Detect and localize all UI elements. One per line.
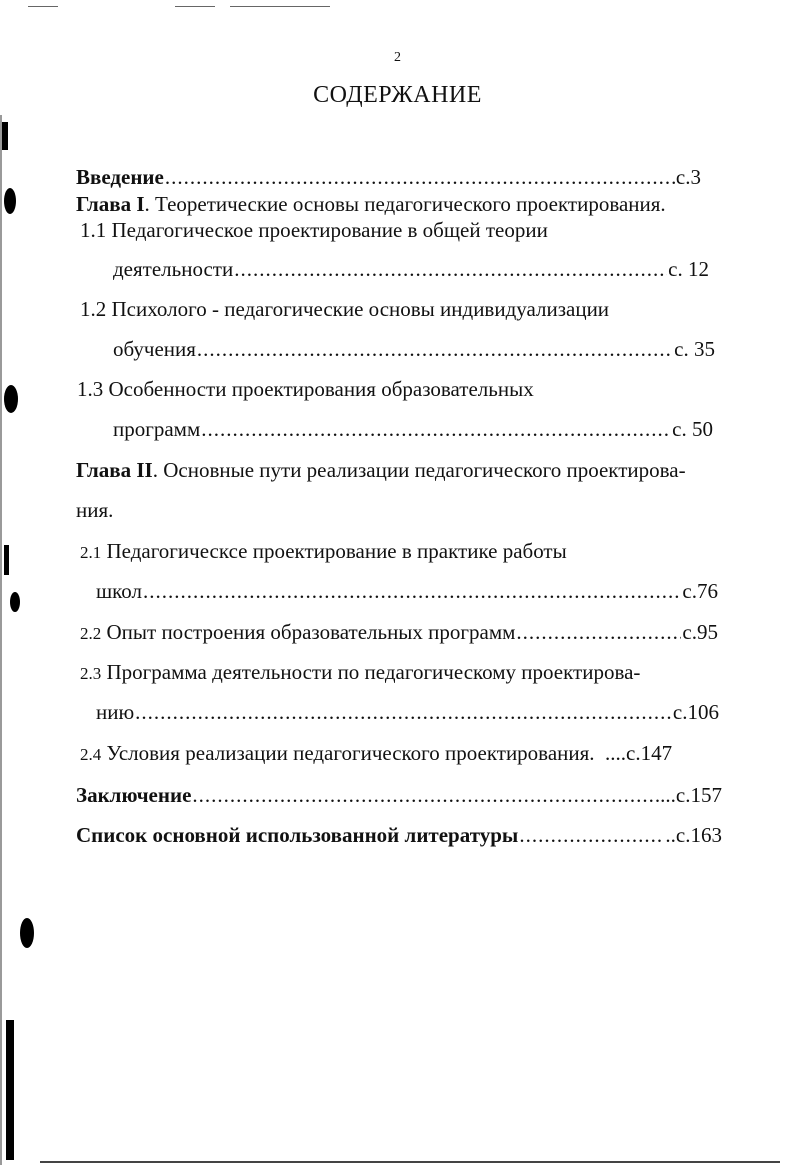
chapter-label: Глава II [76, 458, 153, 482]
section-number: 2.1 [80, 543, 102, 562]
toc-entry-label: Заключение [76, 783, 192, 807]
section-title-cont: нию [96, 700, 135, 724]
hole-punch-mark [4, 188, 16, 214]
toc-section-2-4 [80, 740, 672, 768]
toc-section-1-1-cont [113, 256, 709, 282]
scan-mark [2, 122, 8, 150]
toc-section-2-1-cont [96, 578, 718, 604]
hole-punch-mark [20, 918, 34, 948]
toc-entry-page: с. 50 [672, 417, 713, 441]
scan-edge-top-1 [28, 6, 58, 7]
scan-margin-strip [0, 115, 2, 1165]
toc-section-1-3-cont [113, 416, 713, 442]
section-title: Педагогическсе проектирование в практике работы [106, 539, 567, 563]
section-number: 1.2 [80, 297, 107, 321]
section-title-cont: обучения [113, 337, 196, 361]
toc-chapter-2 [76, 457, 686, 483]
section-number: 1.1 [80, 218, 107, 242]
chapter-title: . Основные пути реализации педагогического проектирова- [152, 458, 686, 482]
section-number: 2.3 [80, 664, 102, 683]
leader-dots [197, 336, 673, 362]
hole-punch-mark [10, 592, 20, 612]
section-number: 2.2 [80, 624, 102, 643]
leader-dots [201, 416, 671, 442]
toc-entry-page: с. 12 [668, 257, 709, 281]
hole-punch-mark [4, 385, 18, 413]
scan-mark [6, 1020, 14, 1160]
scan-edge-top-3 [230, 6, 330, 7]
toc-entry-page: с.95 [682, 620, 718, 644]
scan-edge-bottom [40, 1161, 780, 1163]
toc-chapter-1 [76, 191, 666, 217]
leader-dots [143, 578, 681, 604]
scan-mark [4, 545, 9, 575]
toc-entry-page: ....с.147 [605, 741, 673, 765]
section-title: Педагогическое проектирование в общей теории [111, 218, 548, 242]
leader-dots [192, 782, 659, 808]
toc-entry-label: Список основной использованной литературы [76, 823, 519, 847]
leader-dots [519, 822, 664, 848]
chapter-title: . Теоретические основы педагогического проектирования. [144, 192, 666, 216]
page-number: 2 [394, 50, 401, 65]
chapter-title-cont: ния. [76, 498, 114, 522]
toc-entry-page: с.3 [675, 165, 701, 189]
section-title: Программа деятельности по педагогическому проектирова- [106, 660, 641, 684]
toc-section-1-3 [77, 376, 534, 402]
toc-section-2-2 [80, 619, 718, 647]
toc-entry-page: ...с.157 [660, 783, 722, 807]
toc-entry-page: с.76 [682, 579, 718, 603]
scan-edge-top-2 [175, 6, 215, 7]
toc-entry-label: Введение [76, 165, 164, 189]
toc-section-1-2 [80, 296, 609, 322]
toc-entry-references [76, 822, 722, 848]
section-title-cont: программ [113, 417, 201, 441]
toc-entry-page: с. 35 [674, 337, 715, 361]
page-title: СОДЕРЖАНИЕ [313, 82, 482, 108]
toc-section-2-1 [80, 538, 567, 566]
toc-entry-conclusion [76, 782, 722, 808]
toc-entry-introduction [76, 164, 701, 190]
toc-entry-page: с.106 [672, 700, 719, 724]
toc-entry-page: ..с.163 [665, 823, 722, 847]
section-title-cont: деятельности [113, 257, 234, 281]
section-title: Опыт построения образовательных программ [106, 620, 516, 644]
leader-dots [234, 256, 667, 282]
section-number: 1.3 [77, 377, 104, 401]
leader-dots [516, 619, 681, 645]
leader-dots [135, 699, 672, 725]
section-number: 2.4 [80, 745, 102, 764]
toc-section-2-3 [80, 659, 640, 687]
section-title: Психолого - педагогические основы индивидуализации [111, 297, 610, 321]
leader-dots [165, 164, 675, 190]
toc-chapter-2-cont [76, 497, 113, 523]
toc-section-1-1 [80, 217, 548, 243]
toc-section-2-3-cont [96, 699, 719, 725]
chapter-label: Глава I [76, 192, 145, 216]
section-title-cont: школ [96, 579, 143, 603]
section-title: Условия реализации педагогического проектирования. [106, 741, 595, 765]
toc-section-1-2-cont [113, 336, 715, 362]
section-title: Особенности проектирования образовательных [108, 377, 534, 401]
